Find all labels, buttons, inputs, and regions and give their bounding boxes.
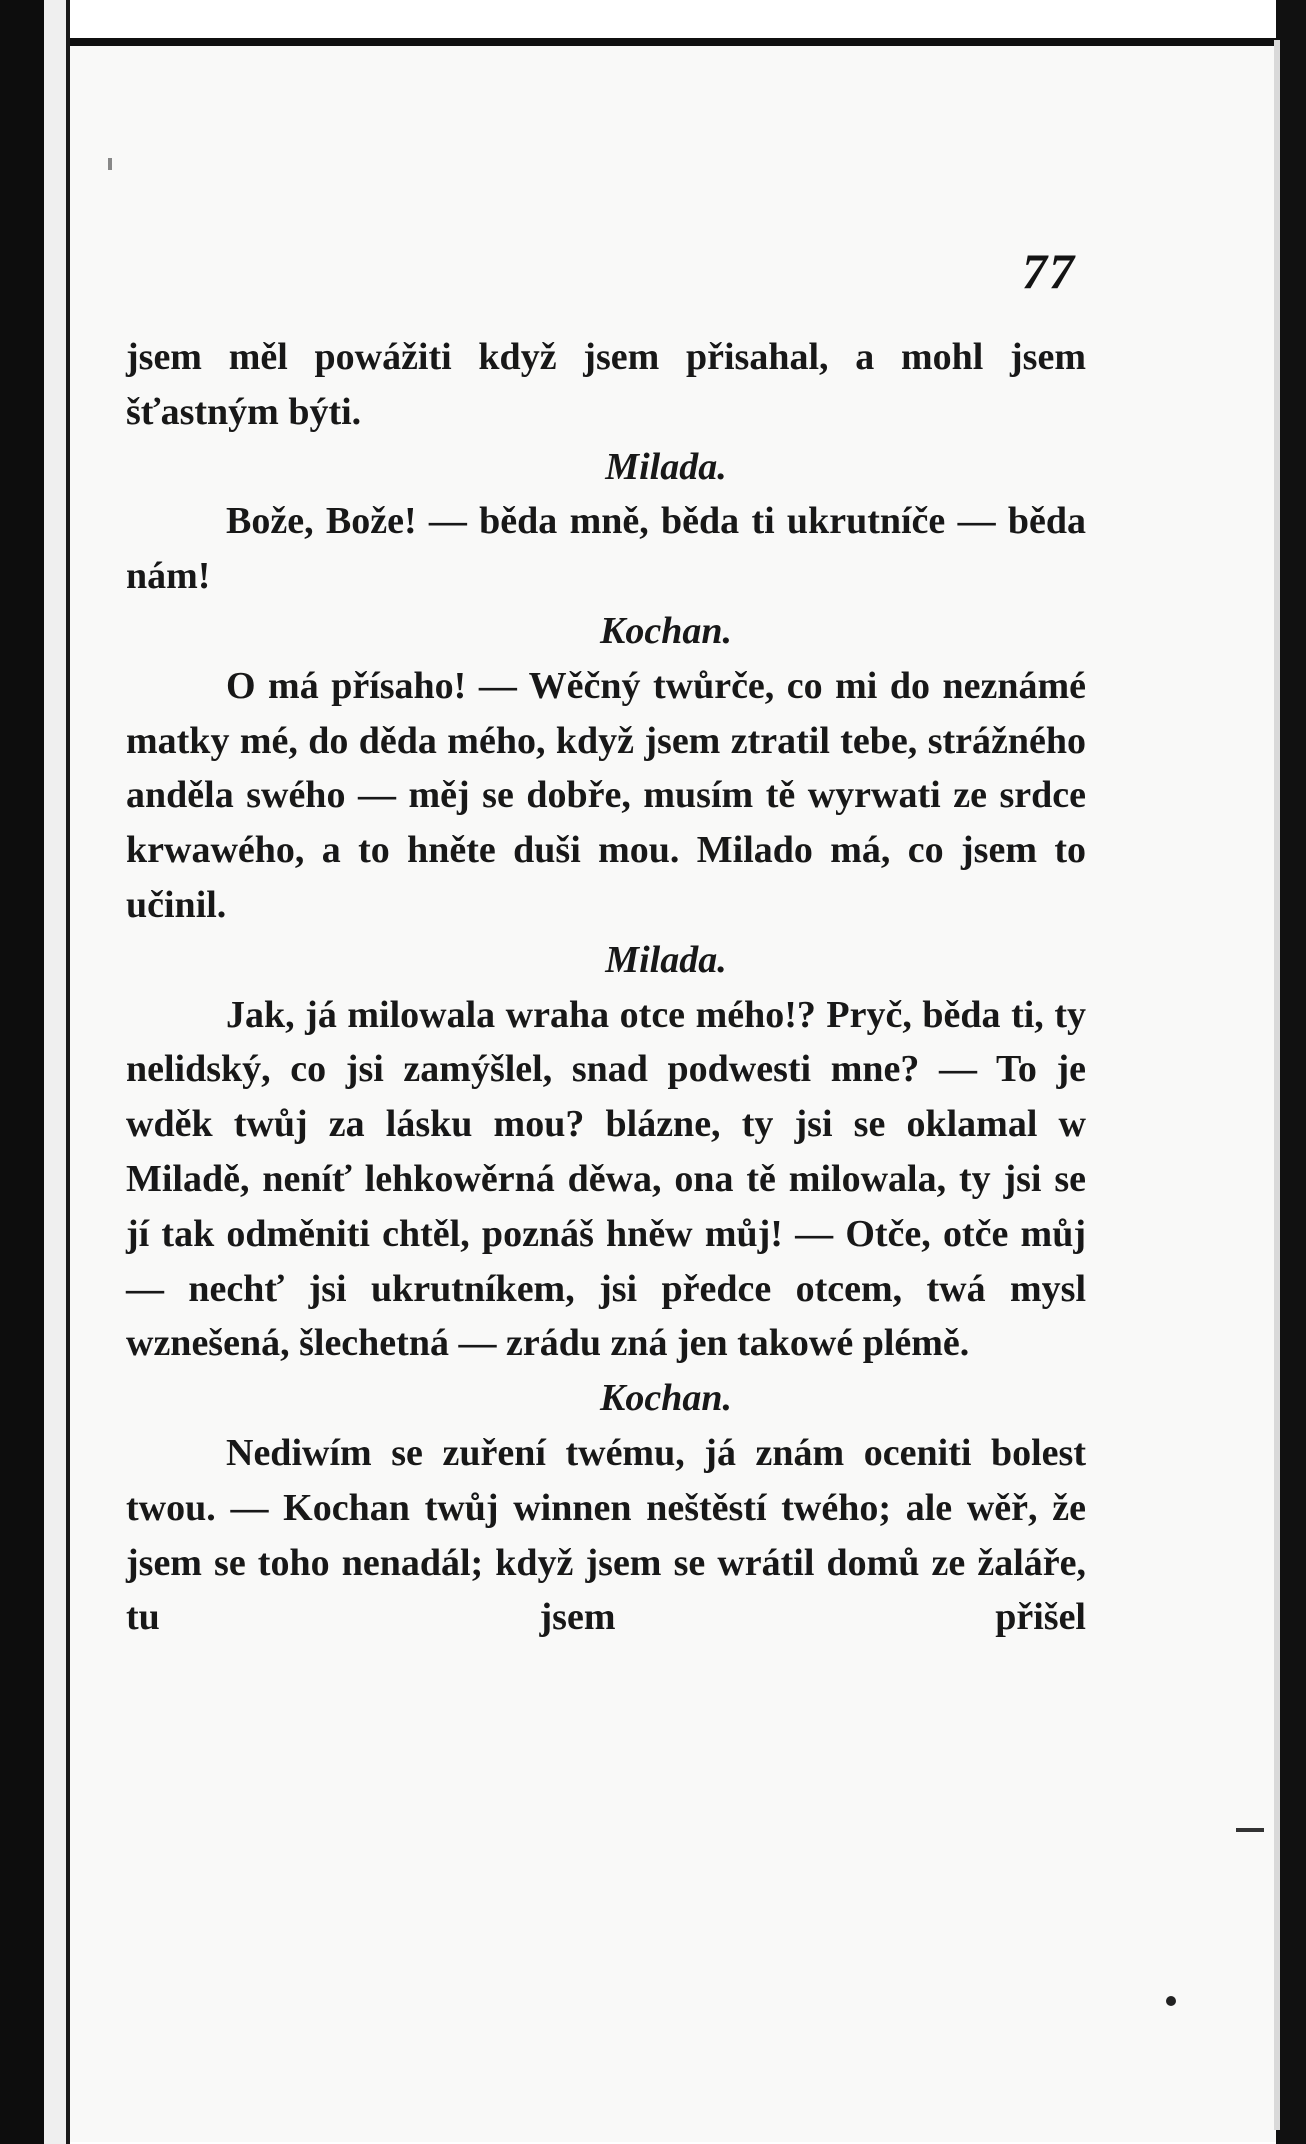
page-text bbox=[126, 330, 1086, 1645]
right-scan-border bbox=[1276, 0, 1306, 2144]
left-page-spine bbox=[44, 0, 70, 2144]
speaker-heading-kochan bbox=[126, 604, 1086, 659]
paragraph-1: jsem měl powážiti když jsem přisahal, a mohl jsem šťastným býti. bbox=[126, 336, 1086, 433]
right-page-edge bbox=[1274, 40, 1280, 2130]
paragraph-2: Bože, Bože! — běda mně, běda ti ukrutníče — běda nám! bbox=[126, 500, 1086, 598]
paragraph-3: O má přísaho! — Wěčný twůrče, co mi do neznámé matky mé, do děda mého, když jsem ztratil tebe, strážného anděla swého — měj se dobře, musím tě wyrwati ze srdce krwawého, a to hněte duši mou. Milado má, co jsem to učinil. bbox=[126, 664, 1086, 926]
scan-dot bbox=[1166, 1996, 1176, 2006]
speaker-name: Kochan. bbox=[600, 1377, 732, 1420]
scan-speck bbox=[108, 158, 112, 170]
left-binding-shadow bbox=[0, 0, 44, 2144]
speaker-heading-milada bbox=[126, 933, 1086, 988]
scan-mark bbox=[1236, 1828, 1264, 1832]
speaker-heading-milada bbox=[126, 440, 1086, 495]
speaker-name: Milada. bbox=[605, 445, 727, 488]
paragraph-5: Nediwím se zuření twému, já znám oceniti bolest twou. — Kochan twůj winnen neštěstí twého; ale wěř, že jsem se toho nenadál; když jsem se wrátil domů ze žaláře, tu jsem přišel bbox=[126, 1431, 1086, 1639]
speaker-name: Kochan. bbox=[600, 609, 732, 652]
paragraph-4: Jak, já milowala wraha otce mého!? Pryč, běda ti, ty nelidský, co jsi zamýšlel, snad podwesti mne? — To je wděk twůj za lásku mou? blázne, ty jsi se oklamal w Miladě, neníť lehkowěrná děwa, ona tě milowala, ty jsi se jí tak odměniti chtěl, poznáš hněw můj! — Otče, otče můj — nechť jsi ukrutníkem, jsi předce otcem, twá mysl wznešená, šlechetná — zrádu zná jen takowé plémě. bbox=[126, 993, 1086, 1365]
page-number: 77 bbox=[1022, 243, 1076, 299]
speaker-name: Milada. bbox=[605, 938, 727, 981]
speaker-heading-kochan bbox=[126, 1371, 1086, 1426]
